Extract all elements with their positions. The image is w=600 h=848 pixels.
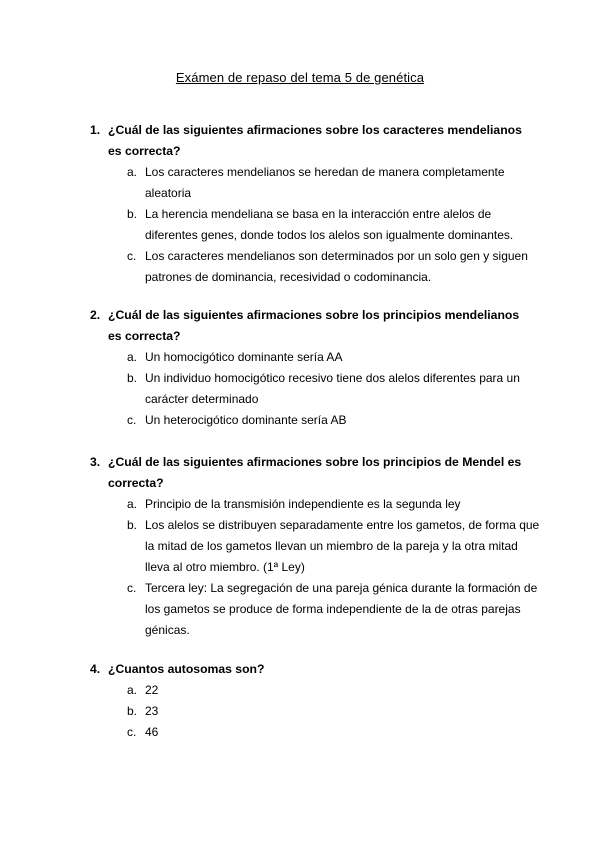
answer-options	[90, 347, 530, 431]
answer-options	[90, 162, 530, 288]
question-text: ¿Cuál de las siguientes afirmaciones sobre los principios de Mendel es correcta?	[108, 455, 522, 490]
option-text: 23	[145, 704, 159, 718]
question-number: 3.	[90, 455, 101, 469]
answer-option-a	[90, 494, 540, 515]
option-letter: c.	[127, 413, 137, 427]
question-number: 1.	[90, 123, 101, 137]
option-text: 46	[145, 725, 159, 739]
option-text: Los caracteres mendelianos son determinados por un solo gen y siguen patrones de dominancia, recesividad o codominancia.	[145, 249, 528, 284]
answer-options	[90, 680, 530, 743]
question-heading	[90, 120, 530, 162]
answer-options	[90, 494, 540, 641]
option-text: Los alelos se distribuyen separadamente entre los gametos, de forma que la mitad de los gametos llevan un miembro de la pareja y la otra mitad lleva al otro miembro. (1ª Ley)	[145, 518, 540, 574]
question-3	[90, 452, 540, 641]
answer-option-c	[90, 578, 540, 641]
question-text: ¿Cuál de las siguientes afirmaciones sobre los principios mendelianos es correcta?	[108, 308, 520, 343]
option-letter: b.	[127, 518, 138, 532]
option-letter: a.	[127, 165, 138, 179]
option-text: Tercera ley: La segregación de una pareja génica durante la formación de los gametos se produce de forma independiente de la de otras parejas génicas.	[145, 581, 538, 637]
option-letter: b.	[127, 704, 138, 718]
answer-option-c	[90, 722, 540, 743]
answer-option-a	[90, 347, 540, 368]
answer-option-b	[90, 368, 540, 410]
question-heading	[90, 452, 530, 494]
option-text: Un homocigótico dominante sería AA	[145, 350, 343, 364]
question-4	[90, 659, 530, 743]
option-letter: a.	[127, 350, 138, 364]
option-letter: c.	[127, 581, 137, 595]
question-number: 4.	[90, 662, 101, 676]
answer-option-c	[90, 246, 540, 288]
option-letter: c.	[127, 725, 137, 739]
option-text: Principio de la transmisión independiente es la segunda ley	[145, 497, 461, 511]
answer-option-a	[90, 680, 540, 701]
question-number: 2.	[90, 308, 101, 322]
option-text: Un heterocigótico dominante sería AB	[145, 413, 347, 427]
answer-option-b	[90, 515, 540, 578]
option-letter: a.	[127, 683, 138, 697]
option-letter: c.	[127, 249, 137, 263]
option-text: La herencia mendeliana se basa en la interacción entre alelos de diferentes genes, donde todos los alelos son igualmente dominantes.	[145, 207, 514, 242]
option-letter: a.	[127, 497, 138, 511]
option-letter: b.	[127, 371, 138, 385]
question-2	[90, 305, 530, 431]
answer-option-b	[90, 204, 540, 246]
question-text: ¿Cuantos autosomas son?	[108, 662, 265, 676]
question-1	[90, 120, 530, 288]
option-text: 22	[145, 683, 159, 697]
question-heading	[90, 305, 530, 347]
option-letter: b.	[127, 207, 138, 221]
answer-option-b	[90, 701, 540, 722]
question-heading	[90, 659, 530, 680]
question-text: ¿Cuál de las siguientes afirmaciones sobre los caracteres mendelianos es correcta?	[108, 123, 522, 158]
page-title: Exámen de repaso del tema 5 de genética	[175, 70, 425, 85]
option-text: Los caracteres mendelianos se heredan de manera completamente aleatoria	[145, 165, 505, 200]
option-text: Un individuo homocigótico recesivo tiene dos alelos diferentes para un carácter determinado	[145, 371, 520, 406]
answer-option-c	[90, 410, 540, 431]
answer-option-a	[90, 162, 540, 204]
